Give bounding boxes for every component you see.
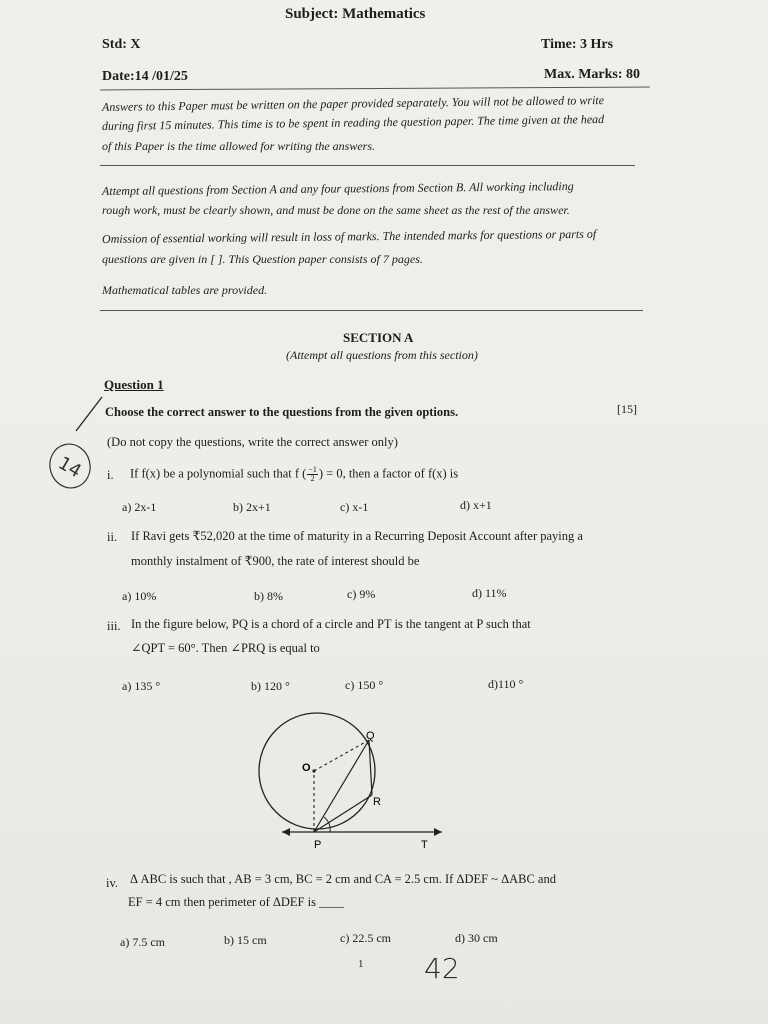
date-label: Date:14 /01/25 [102,69,188,84]
section-subtitle: (Attempt all questions from this section) [286,348,478,362]
instruction-line: Omission of essential working will result in loss of marks. The intended marks for questions or parts of [101,226,597,246]
option-d: d) 30 cm [455,931,498,945]
label-q: Q [366,730,375,742]
std-label: Std: X [102,37,141,52]
option-a: a) 135 ° [122,679,161,693]
circle-tangent-figure [252,705,452,855]
divider [100,310,643,311]
option-d: d)110 ° [488,677,524,691]
item-text: monthly instalment of ₹900, the rate of interest should be [131,554,420,568]
option-b: b) 120 ° [251,679,290,693]
arrow-left [282,828,290,836]
label-t: T [421,839,428,851]
question-title: Question 1 [104,377,164,392]
instruction-line: Attempt all questions from Section A and any four questions from Section B. All working including [101,179,574,198]
question-note: (Do not copy the questions, write the correct answer only) [107,435,398,449]
option-d: d) x+1 [460,498,492,512]
label-p: P [314,839,322,851]
divider [100,165,635,166]
item-number: i. [107,468,114,482]
option-c: c) x-1 [340,500,369,514]
option-d: d) 11% [472,586,507,600]
chord-pq [314,740,369,832]
option-b: b) 8% [254,589,283,603]
option-a: a) 7.5 cm [120,935,165,949]
instruction-line: questions are given in [ ]. This Question paper consists of 7 pages. [102,252,423,266]
instruction-line: Answers to this Paper must be written on the paper provided separately. You will not be allowed to write [101,92,605,114]
option-a: a) 10% [122,589,157,603]
section-title: SECTION A [343,330,414,345]
radius-oq [314,740,369,771]
line-pr [314,795,372,832]
item-text: EF = 4 cm then perimeter of ΔDEF is ____ [128,895,345,909]
time-label: Time: 3 Hrs [541,37,614,52]
subject-title: Subject: Mathematics [285,6,426,22]
instruction-line: rough work, must be clearly shown, and must be done on the same sheet as the rest of the answer. [102,203,570,217]
item-text: Δ ABC is such that , AB = 3 cm, BC = 2 cm and CA = 2.5 cm. If ΔDEF ~ ΔABC and [130,872,556,886]
label-r: R [373,796,381,808]
max-marks-label: Max. Marks: 80 [544,67,641,82]
option-c: c) 9% [347,587,376,601]
fraction: $\frac{-1}{2}$ [308,465,317,483]
instruction-line: Mathematical tables are provided. [102,283,268,297]
question-marks: [15] [617,402,637,416]
option-c: c) 150 ° [345,678,384,692]
tick-mark [72,395,106,435]
instruction-line: during first 15 minutes. This time is to be spent in reading the question paper. The time given at the head [101,111,605,133]
item-number: iii. [107,619,121,633]
item-text: If f(x) be a polynomial such that f ( $\frac{-1}{2}$ ) = 0, then a factor of f(x) is [130,465,459,483]
circle [259,713,375,829]
option-a: a) 2x-1 [122,500,157,514]
option-b: b) 2x+1 [233,500,271,514]
page-number: 1 [358,958,364,970]
handwritten-score: 42 [424,952,460,985]
question-instruction: Choose the correct answer to the questions from the given options. [105,405,459,419]
item-text: In the figure below, PQ is a chord of a circle and PT is the tangent at P such that [131,617,531,631]
item-text: If Ravi gets ₹52,020 at the time of maturity in a Recurring Deposit Account after paying a [131,529,583,543]
center-point [312,769,315,772]
circled-mark-text: 14 [54,452,85,483]
option-c: c) 22.5 cm [340,931,391,945]
item-number: iv. [106,876,119,890]
instruction-line: of this Paper is the time allowed for writing the answers. [102,139,375,153]
item-number: ii. [107,530,118,544]
label-o: O [302,762,311,774]
circled-mark-annotation [46,440,96,492]
item-text: ∠QPT = 60°. Then ∠PRQ is equal to [131,641,320,655]
arrow-right [434,828,442,836]
option-b: b) 15 cm [224,933,267,947]
header-divider [100,87,650,91]
